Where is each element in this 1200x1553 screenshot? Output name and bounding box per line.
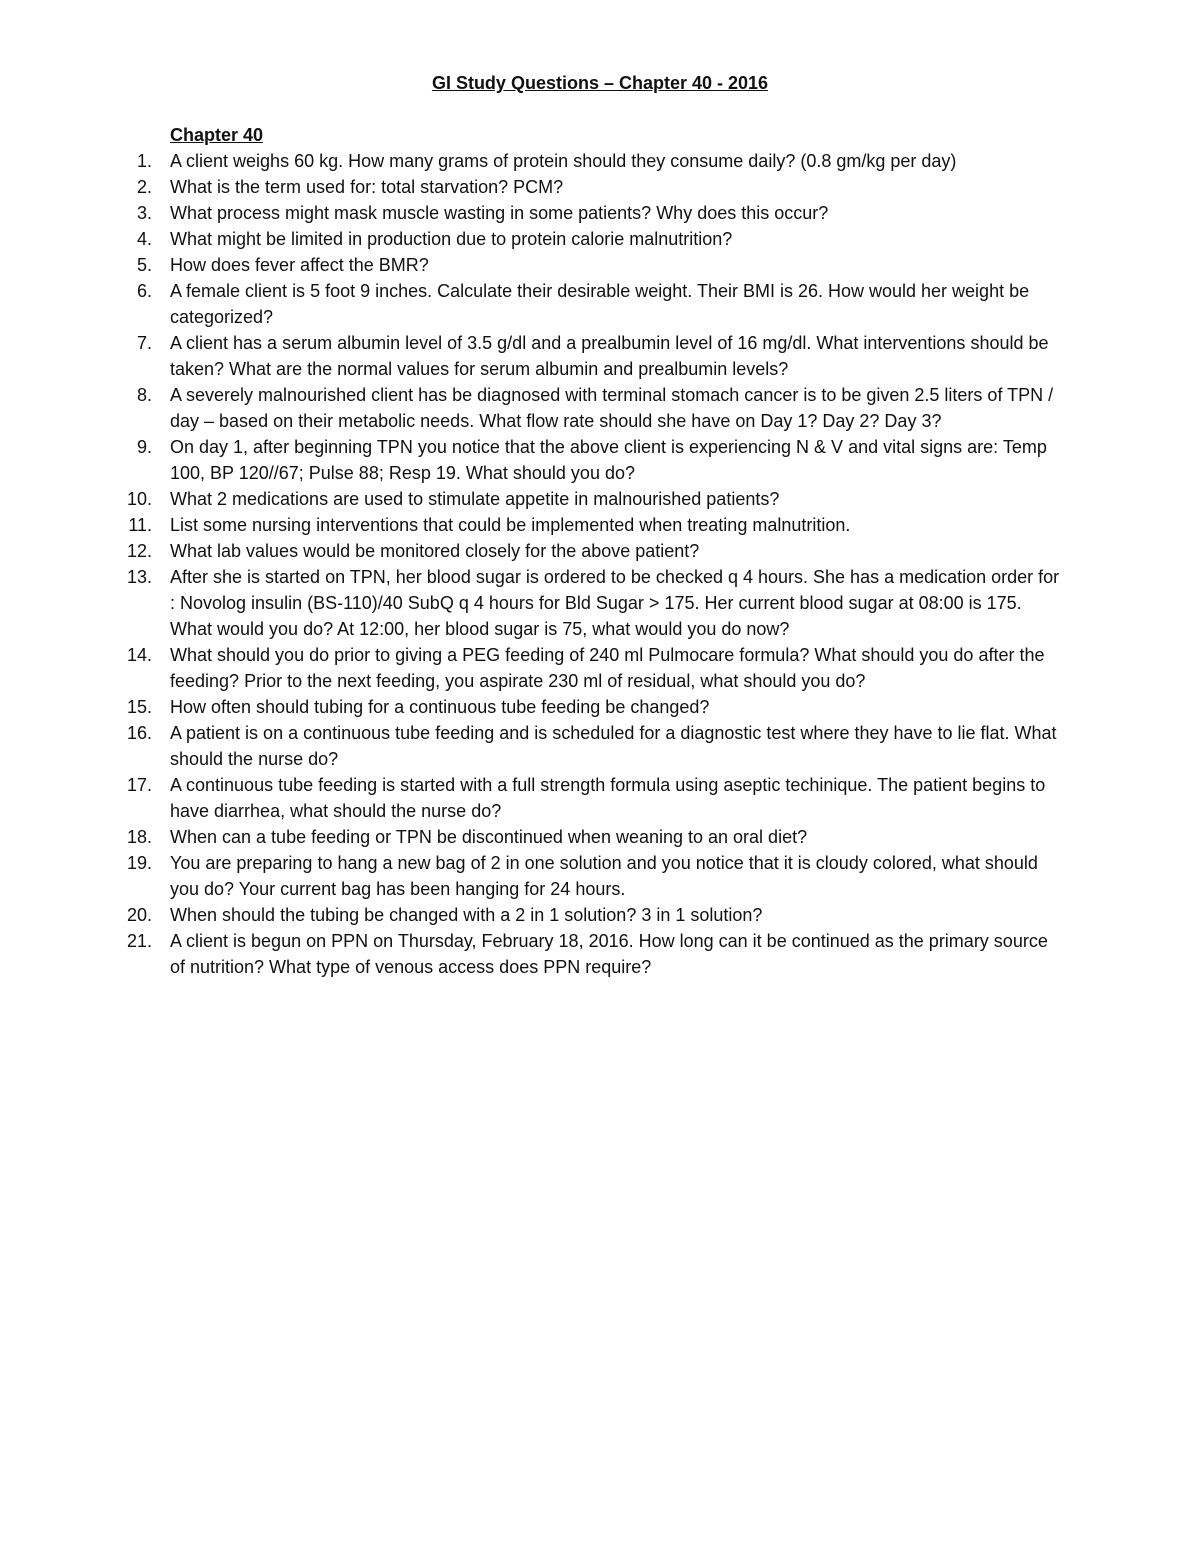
question-text: A severely malnourished client has be diagnosed with terminal stomach cancer is to be given 2.5 liters of TPN / day – based on their metabolic needs. What flow rate should she have on Day 1? Day 2? Day 3?: [170, 385, 1054, 431]
section-heading: Chapter 40: [170, 125, 264, 145]
question-number: 13.: [126, 567, 152, 587]
question-number: 6.: [136, 281, 152, 301]
question-text: What process might mask muscle wasting in some patients? Why does this occur?: [170, 203, 829, 223]
question-text: On day 1, after beginning TPN you notice that the above client is experiencing N & V and vital signs are: Temp 100, BP 120//67; Pulse 88; Resp 19. What should you do?: [170, 437, 1047, 483]
question-text: What should you do prior to giving a PEG feeding of 240 ml Pulmocare formula? What should you do after the feeding? Prior to the next feeding, you aspirate 230 ml of residual, what should you do?: [170, 645, 1045, 691]
question-text: When can a tube feeding or TPN be discontinued when weaning to an oral diet?: [170, 827, 808, 847]
question-number: 16.: [126, 723, 152, 743]
question-text: What 2 medications are used to stimulate appetite in malnourished patients?: [170, 489, 780, 509]
question-number: 19.: [126, 853, 152, 873]
question-number: 11.: [128, 515, 152, 535]
question-text: List some nursing interventions that could be implemented when treating malnutrition.: [170, 515, 851, 535]
question-number: 7.: [136, 333, 152, 353]
question-item: [0, 226, 1060, 252]
document-title: [0, 72, 1200, 94]
question-item: [0, 642, 1060, 694]
question-item: [0, 720, 1060, 772]
question-text: When should the tubing be changed with a 2 in 1 solution? 3 in 1 solution?: [170, 905, 763, 925]
question-text: What lab values would be monitored closely for the above patient?: [170, 541, 700, 561]
question-item: [0, 850, 1060, 902]
question-number: 21.: [126, 931, 152, 951]
question-text: A continuous tube feeding is started with a full strength formula using aseptic techinique. The patient begins to have diarrhea, what should the nurse do?: [170, 775, 1046, 821]
question-item: [0, 148, 1060, 174]
question-item: [0, 252, 1060, 278]
document-title-text: GI Study Questions – Chapter 40 - 2016: [431, 73, 769, 93]
question-number: 9.: [136, 437, 152, 457]
question-item: [0, 694, 1060, 720]
question-text: What is the term used for: total starvation? PCM?: [170, 177, 564, 197]
question-text: A client weighs 60 kg. How many grams of protein should they consume daily? (0.8 gm/kg per day): [170, 151, 957, 171]
question-item: [0, 486, 1060, 512]
question-item: [0, 538, 1060, 564]
question-number: 18.: [126, 827, 152, 847]
question-text: A client is begun on PPN on Thursday, February 18, 2016. How long can it be continued as the primary source of nutrition? What type of venous access does PPN require?: [170, 931, 1048, 977]
question-text: After she is started on TPN, her blood sugar is ordered to be checked q 4 hours. She has a medication order for : Novolog insulin (BS-110)/40 SubQ q 4 hours for Bld Sugar > 175. Her current blood sugar at 08:00 is 175. What would you do? At 12:00, her blood sugar is 75, what would you do now?: [170, 567, 1060, 639]
question-number: 2.: [136, 177, 152, 197]
question-text: A patient is on a continuous tube feeding and is scheduled for a diagnostic test where they have to lie flat. What should the nurse do?: [170, 723, 1057, 769]
question-item: [0, 200, 1060, 226]
question-item: [0, 174, 1060, 200]
question-item: [0, 434, 1060, 486]
question-number: 4.: [136, 229, 152, 249]
question-text: What might be limited in production due to protein calorie malnutrition?: [170, 229, 733, 249]
question-text: How does fever affect the BMR?: [170, 255, 429, 275]
question-number: 3.: [136, 203, 152, 223]
question-number: 15.: [126, 697, 152, 717]
question-text: You are preparing to hang a new bag of 2 in one solution and you notice that it is cloudy colored, what should you do? Your current bag has been hanging for 24 hours.: [170, 853, 1038, 899]
question-number: 14.: [126, 645, 152, 665]
question-number: 8.: [136, 385, 152, 405]
question-item: [0, 382, 1060, 434]
question-item: [0, 772, 1060, 824]
question-item: [0, 278, 1060, 330]
question-number: 1.: [136, 151, 152, 171]
question-item: [0, 330, 1060, 382]
question-text: How often should tubing for a continuous tube feeding be changed?: [170, 697, 710, 717]
question-list: [0, 148, 1200, 980]
question-number: 20.: [126, 905, 152, 925]
question-item: [0, 564, 1060, 642]
question-text: A female client is 5 foot 9 inches. Calculate their desirable weight. Their BMI is 26. How would her weight be categorized?: [170, 281, 1030, 327]
question-item: [0, 902, 1060, 928]
question-item: [0, 512, 1060, 538]
question-item: [0, 824, 1060, 850]
question-number: 17.: [126, 775, 152, 795]
question-number: 10.: [126, 489, 152, 509]
question-number: 12.: [126, 541, 152, 561]
question-item: [0, 928, 1060, 980]
question-text: A client has a serum albumin level of 3.5 g/dl and a prealbumin level of 16 mg/dl. What interventions should be taken? What are the normal values for serum albumin and prealbumin levels?: [170, 333, 1049, 379]
question-number: 5.: [136, 255, 152, 275]
